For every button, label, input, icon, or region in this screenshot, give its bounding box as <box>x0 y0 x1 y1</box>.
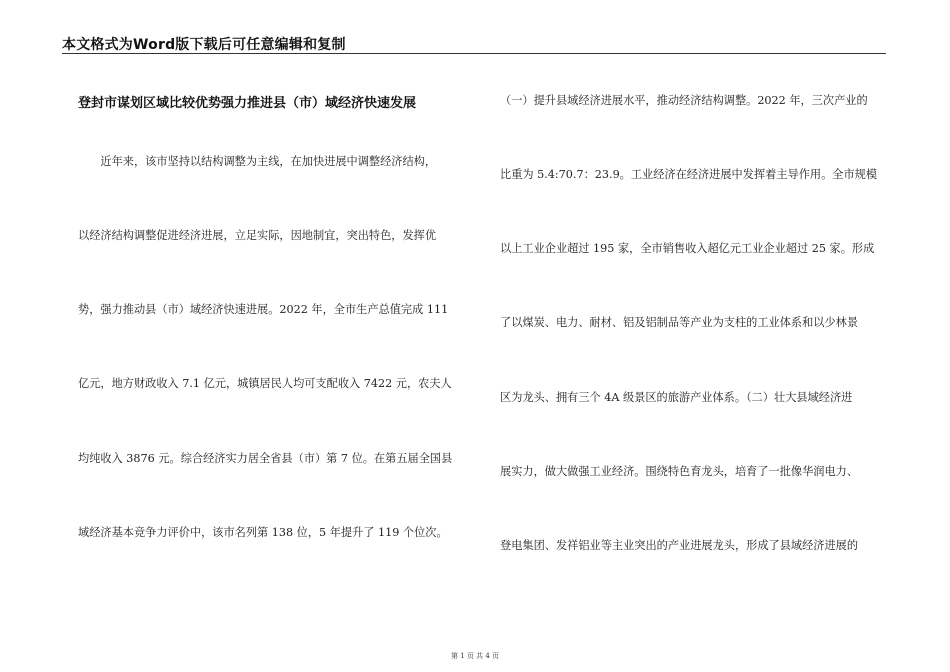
right-column-line: 以上工业企业超过 195 家，全市销售收入超亿元工业企业超过 25 家。形成 <box>500 242 875 255</box>
header-divider <box>62 53 886 54</box>
document-banner: 本文格式为Word版下载后可任意编辑和复制 <box>62 37 346 53</box>
right-column-line: （一）提升县域经济进展水平，推动经济结构调整。2022 年，三次产业的 <box>500 94 868 107</box>
right-column-line: 登电集团、发祥铝业等主业突出的产业进展龙头，形成了县域经济进展的 <box>500 539 859 552</box>
left-column-line: 亿元，地方财政收入 7.1 亿元，城镇居民人均可支配收入 7422 元，农夫人 <box>78 377 452 390</box>
article-title: 登封市谋划区域比较优势强力推进县（市）域经济快速发展 <box>78 96 417 111</box>
right-column-line: 展实力，做大做强工业经济。围绕特色育龙头，培育了一批像华润电力、 <box>500 465 859 478</box>
left-column-line: 域经济基本竞争力评价中，该市名列第 138 位，5 年提升了 119 个位次。 <box>78 526 448 539</box>
right-column-line: 区为龙头、拥有三个 4A 级景区的旅游产业体系。（二）壮大县域经济进 <box>500 391 853 404</box>
page-number: 第 1 页 共 4 页 <box>450 652 500 660</box>
left-column-line: 势，强力推动县（市）域经济快速进展。2022 年，全市生产总值完成 111 <box>78 303 449 316</box>
right-column-line: 了以煤炭、电力、耐材、铝及铝制品等产业为支柱的工业体系和以少林景 <box>500 316 859 329</box>
left-column-line: 以经济结构调整促进经济进展，立足实际，因地制宜，突出特色，发挥优 <box>78 229 437 242</box>
left-column-line: 近年来，该市坚持以结构调整为主线，在加快进展中调整经济结构， <box>78 155 437 168</box>
right-column-line: 比重为 5.4:70.7：23.9。工业经济在经济进展中发挥着主导作用。全市规模 <box>500 168 878 181</box>
left-column-line: 均纯收入 3876 元。综合经济实力居全省县（市）第 7 位。在第五届全国县 <box>78 452 453 465</box>
